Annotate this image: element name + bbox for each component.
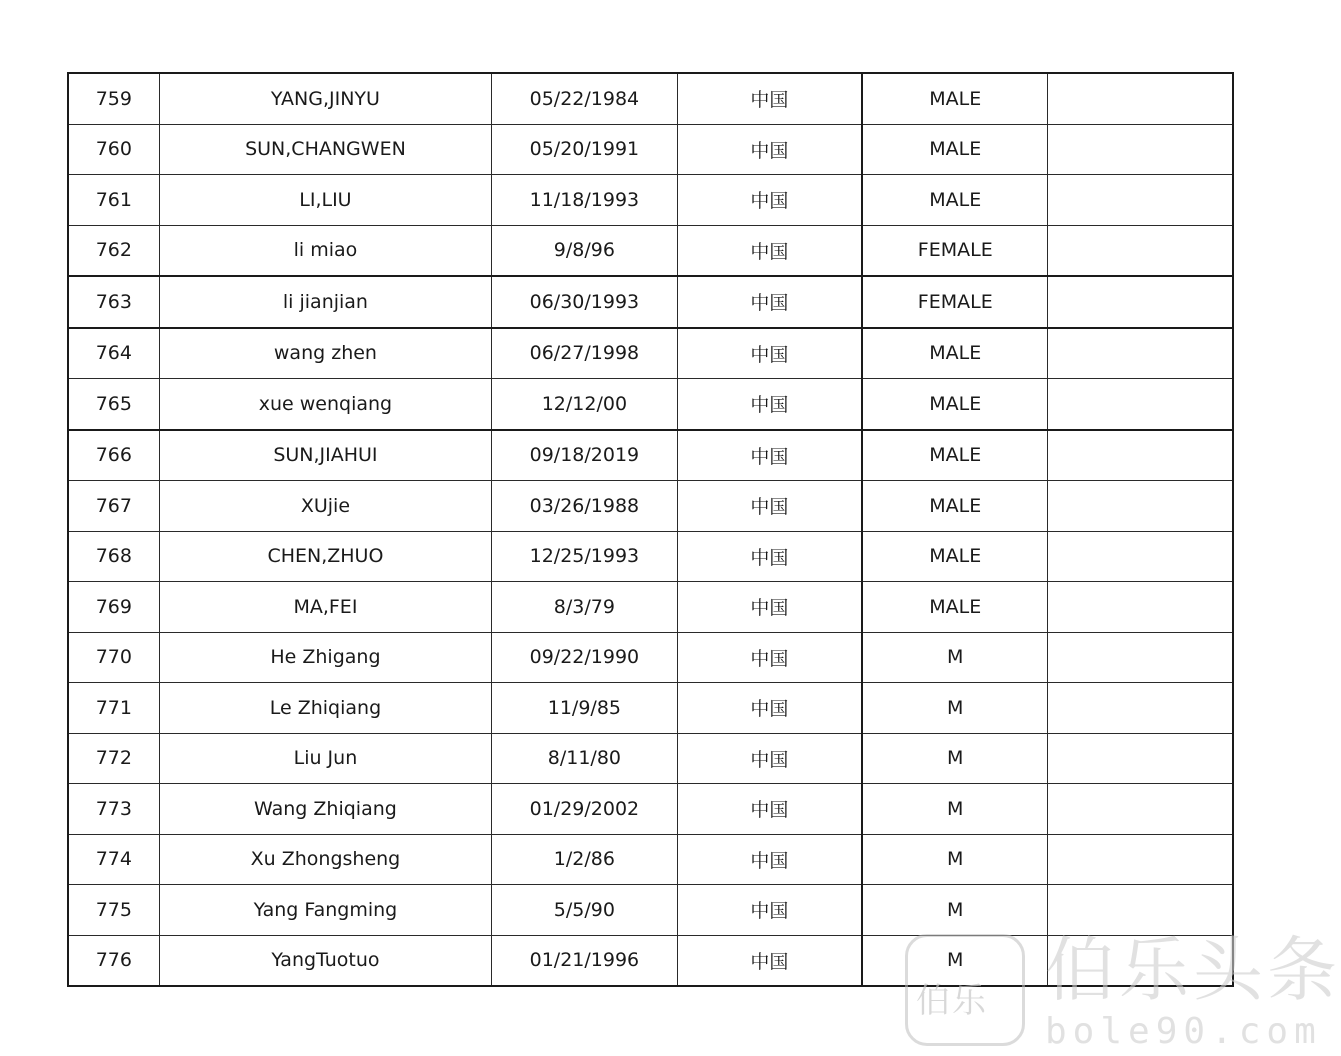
cell-number: 776: [68, 935, 159, 986]
cell-extra: [1048, 328, 1233, 379]
cell-name: wang zhen: [159, 328, 492, 379]
cell-name: SUN,CHANGWEN: [159, 124, 492, 175]
cell-number: 773: [68, 784, 159, 835]
cell-extra: [1048, 733, 1233, 784]
cell-gender: M: [862, 834, 1047, 885]
cell-gender: FEMALE: [862, 276, 1047, 328]
cell-extra: [1048, 834, 1233, 885]
cell-number: 774: [68, 834, 159, 885]
table-row: [68, 531, 1233, 582]
cell-extra: [1048, 124, 1233, 175]
watermark-url: bole90.com: [1045, 1011, 1322, 1052]
cell-extra: [1048, 784, 1233, 835]
cell-date-of-birth: 9/8/96: [492, 225, 677, 276]
table-row: [68, 379, 1233, 430]
cell-gender: M: [862, 733, 1047, 784]
cell-number: 775: [68, 885, 159, 936]
cell-name: li jianjian: [159, 276, 492, 328]
cell-extra: [1048, 632, 1233, 683]
cell-country: 中国: [677, 834, 862, 885]
table-row: [68, 276, 1233, 328]
cell-name: Xu Zhongsheng: [159, 834, 492, 885]
cell-extra: [1048, 481, 1233, 532]
cell-number: 764: [68, 328, 159, 379]
cell-gender: M: [862, 784, 1047, 835]
cell-extra: [1048, 276, 1233, 328]
cell-number: 759: [68, 73, 159, 124]
cell-gender: M: [862, 935, 1047, 986]
cell-country: 中国: [677, 582, 862, 633]
cell-country: 中国: [677, 733, 862, 784]
cell-number: 769: [68, 582, 159, 633]
cell-country: 中国: [677, 683, 862, 734]
cell-date-of-birth: 05/20/1991: [492, 124, 677, 175]
cell-country: 中国: [677, 225, 862, 276]
cell-country: 中国: [677, 481, 862, 532]
cell-gender: MALE: [862, 481, 1047, 532]
table-row: [68, 481, 1233, 532]
table-row: [68, 834, 1233, 885]
table-row: [68, 582, 1233, 633]
roster-table: [67, 72, 1234, 987]
table-row: [68, 175, 1233, 226]
cell-country: 中国: [677, 124, 862, 175]
table-row: [68, 885, 1233, 936]
cell-country: 中国: [677, 73, 862, 124]
cell-gender: FEMALE: [862, 225, 1047, 276]
cell-country: 中国: [677, 175, 862, 226]
cell-date-of-birth: 5/5/90: [492, 885, 677, 936]
cell-date-of-birth: 05/22/1984: [492, 73, 677, 124]
cell-country: 中国: [677, 885, 862, 936]
table-row: [68, 683, 1233, 734]
cell-country: 中国: [677, 531, 862, 582]
cell-name: He Zhigang: [159, 632, 492, 683]
cell-date-of-birth: 09/22/1990: [492, 632, 677, 683]
cell-number: 761: [68, 175, 159, 226]
cell-extra: [1048, 225, 1233, 276]
cell-gender: MALE: [862, 379, 1047, 430]
cell-name: XUjie: [159, 481, 492, 532]
cell-extra: [1048, 175, 1233, 226]
watermark-logo-text: 伯乐: [916, 981, 988, 1021]
cell-gender: MALE: [862, 328, 1047, 379]
cell-date-of-birth: 06/27/1998: [492, 328, 677, 379]
cell-country: 中国: [677, 276, 862, 328]
cell-gender: M: [862, 632, 1047, 683]
cell-gender: MALE: [862, 531, 1047, 582]
cell-country: 中国: [677, 379, 862, 430]
cell-gender: M: [862, 683, 1047, 734]
cell-number: 768: [68, 531, 159, 582]
cell-name: Le Zhiqiang: [159, 683, 492, 734]
cell-gender: MALE: [862, 73, 1047, 124]
cell-date-of-birth: 01/21/1996: [492, 935, 677, 986]
cell-name: li miao: [159, 225, 492, 276]
cell-extra: [1048, 531, 1233, 582]
cell-gender: MALE: [862, 124, 1047, 175]
cell-name: Wang Zhiqiang: [159, 784, 492, 835]
cell-number: 766: [68, 430, 159, 481]
table-row: [68, 73, 1233, 124]
cell-country: 中国: [677, 632, 862, 683]
cell-date-of-birth: 11/9/85: [492, 683, 677, 734]
cell-extra: [1048, 430, 1233, 481]
table-row: [68, 784, 1233, 835]
cell-name: YANG,JINYU: [159, 73, 492, 124]
cell-name: MA,FEI: [159, 582, 492, 633]
roster-table-body: [68, 73, 1233, 986]
cell-number: 765: [68, 379, 159, 430]
cell-number: 770: [68, 632, 159, 683]
cell-extra: [1048, 885, 1233, 936]
cell-number: 763: [68, 276, 159, 328]
cell-gender: MALE: [862, 430, 1047, 481]
cell-extra: [1048, 379, 1233, 430]
cell-date-of-birth: 12/25/1993: [492, 531, 677, 582]
cell-name: Liu Jun: [159, 733, 492, 784]
cell-country: 中国: [677, 935, 862, 986]
cell-name: LI,LIU: [159, 175, 492, 226]
cell-country: 中国: [677, 784, 862, 835]
cell-gender: MALE: [862, 582, 1047, 633]
cell-extra: [1048, 582, 1233, 633]
cell-number: 762: [68, 225, 159, 276]
cell-name: Yang Fangming: [159, 885, 492, 936]
cell-name: SUN,JIAHUI: [159, 430, 492, 481]
cell-number: 767: [68, 481, 159, 532]
cell-country: 中国: [677, 328, 862, 379]
table-row: [68, 124, 1233, 175]
cell-name: CHEN,ZHUO: [159, 531, 492, 582]
cell-number: 760: [68, 124, 159, 175]
cell-number: 771: [68, 683, 159, 734]
cell-name: xue wenqiang: [159, 379, 492, 430]
table-row: [68, 328, 1233, 379]
cell-date-of-birth: 03/26/1988: [492, 481, 677, 532]
cell-date-of-birth: 11/18/1993: [492, 175, 677, 226]
cell-extra: [1048, 935, 1233, 986]
cell-number: 772: [68, 733, 159, 784]
cell-date-of-birth: 8/11/80: [492, 733, 677, 784]
table-row: [68, 935, 1233, 986]
cell-extra: [1048, 73, 1233, 124]
cell-date-of-birth: 8/3/79: [492, 582, 677, 633]
cell-name: YangTuotuo: [159, 935, 492, 986]
cell-date-of-birth: 06/30/1993: [492, 276, 677, 328]
cell-date-of-birth: 12/12/00: [492, 379, 677, 430]
table-row: [68, 632, 1233, 683]
cell-date-of-birth: 09/18/2019: [492, 430, 677, 481]
cell-date-of-birth: 01/29/2002: [492, 784, 677, 835]
table-row: [68, 733, 1233, 784]
cell-country: 中国: [677, 430, 862, 481]
cell-gender: M: [862, 885, 1047, 936]
table-row: [68, 225, 1233, 276]
cell-date-of-birth: 1/2/86: [492, 834, 677, 885]
watermark-title: 伯乐头条: [1045, 929, 1341, 1011]
table-row: [68, 430, 1233, 481]
cell-gender: MALE: [862, 175, 1047, 226]
cell-extra: [1048, 683, 1233, 734]
